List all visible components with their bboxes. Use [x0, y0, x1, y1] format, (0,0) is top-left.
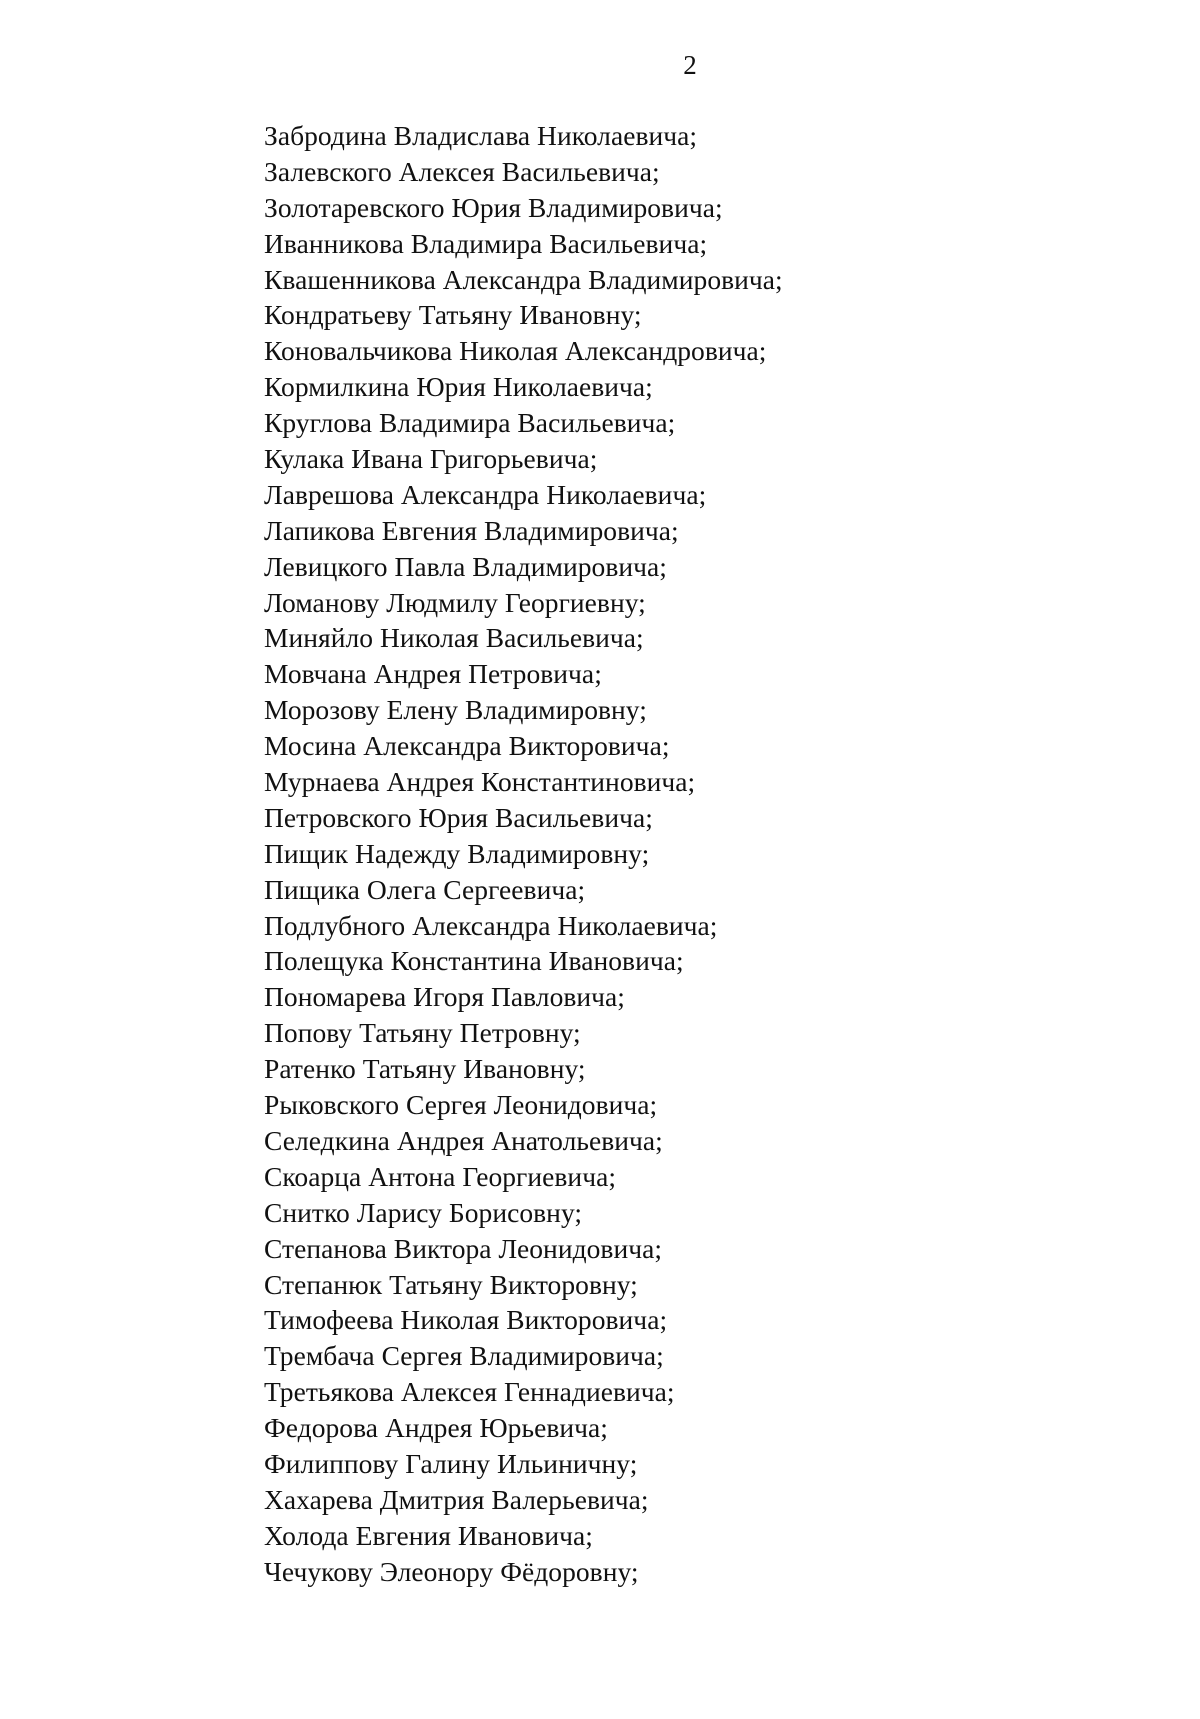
list-item: Степанюк Татьяну Викторовну;	[264, 1268, 638, 1300]
list-item: Холода Евгения Ивановича;	[264, 1519, 593, 1551]
list-item: Пономарева Игоря Павловича;	[264, 981, 625, 1013]
list-item: Забродина Владислава Николаевича;	[264, 120, 698, 151]
list-item: Пищика Олега Сергеевича;	[264, 873, 586, 905]
list-item: Кормилкина Юрия Николаевича;	[264, 371, 653, 403]
list-item: Попову Татьяну Петровну;	[264, 1017, 581, 1049]
list-item: Квашенникова Александра Владимировича;	[264, 263, 783, 295]
list-item: Кондратьеву Татьяну Ивановну;	[264, 299, 642, 331]
list-item: Коновальчикова Николая Александровича;	[264, 335, 767, 367]
list-item: Мосина Александра Викторовича;	[264, 730, 670, 762]
list-item: Пищик Надежду Владимировну;	[264, 837, 650, 869]
list-item: Иванникова Владимира Васильевича;	[264, 227, 708, 259]
list-item: Филиппову Галину Ильиничну;	[264, 1447, 638, 1479]
list-item: Скоарца Антона Георгиевича;	[264, 1160, 617, 1192]
list-item: Мурнаева Андрея Константиновича;	[264, 766, 696, 798]
list-item: Снитко Ларису Борисовну;	[264, 1196, 583, 1228]
list-item: Лаврешова Александра Николаевича;	[264, 478, 707, 510]
list-item: Золотаревского Юрия Владимировича;	[264, 191, 723, 223]
list-item: Морозову Елену Владимировну;	[264, 694, 647, 726]
list-item: Степанова Виктора Леонидовича;	[264, 1232, 663, 1264]
list-item: Мовчана Андрея Петровича;	[264, 658, 602, 690]
list-item: Левицкого Павла Владимировича;	[264, 550, 667, 582]
list-item: Федорова Андрея Юрьевича;	[264, 1412, 608, 1444]
list-item: Ломанову Людмилу Георгиевну;	[264, 586, 646, 618]
list-item: Подлубного Александра Николаевича;	[264, 909, 718, 941]
list-item: Круглова Владимира Васильевича;	[264, 407, 676, 439]
list-item: Трембача Сергея Владимировича;	[264, 1340, 664, 1372]
list-item: Ратенко Татьяну Ивановну;	[264, 1053, 586, 1085]
page-number: 2	[683, 50, 697, 80]
list-item: Хахарева Дмитрия Валерьевича;	[264, 1483, 649, 1515]
list-item: Миняйло Николая Васильевича;	[264, 622, 644, 654]
list-item: Полещука Константина Ивановича;	[264, 945, 684, 977]
list-item: Чечукову Элеонору Фёдоровну;	[264, 1555, 639, 1587]
list-item: Кулака Ивана Григорьевича;	[264, 443, 598, 475]
list-item: Третьякова Алексея Геннадиевича;	[264, 1376, 675, 1408]
list-item: Тимофеева Николая Викторовича;	[264, 1304, 668, 1336]
list-item: Селедкина Андрея Анатольевича;	[264, 1124, 663, 1156]
list-item: Залевского Алексея Васильевича;	[264, 155, 660, 187]
name-list	[264, 118, 783, 1590]
list-item: Петровского Юрия Васильевича;	[264, 801, 653, 833]
list-item: Лапикова Евгения Владимировича;	[264, 514, 679, 546]
list-item: Рыковского Сергея Леонидовича;	[264, 1089, 658, 1121]
